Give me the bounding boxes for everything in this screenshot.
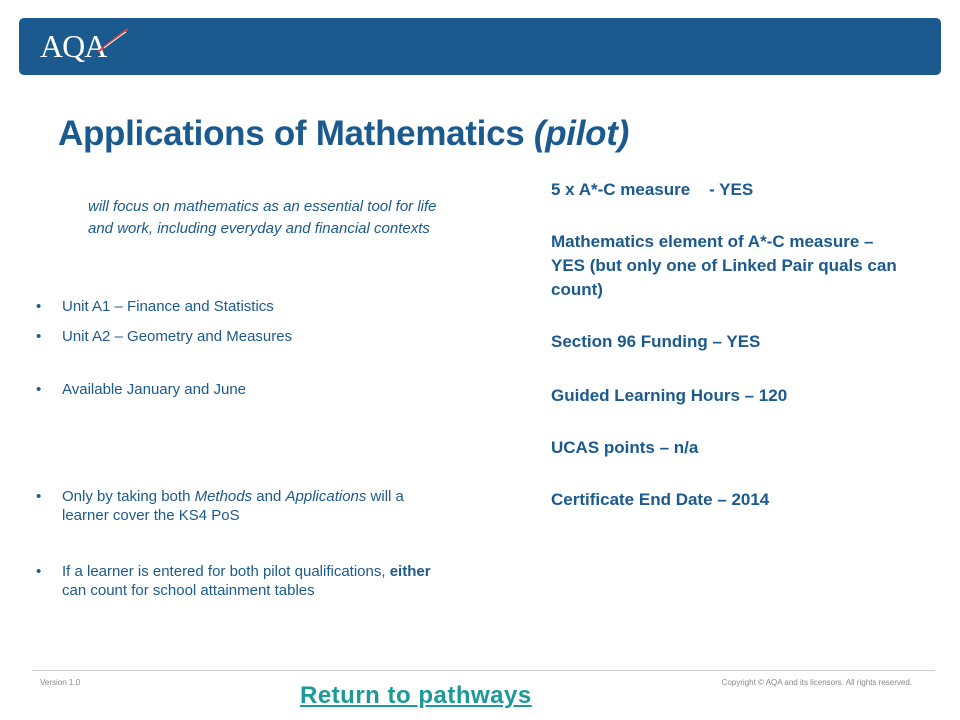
bullet-unit-a1 [36,297,432,316]
bullet-availability [36,380,432,399]
bullet-applications: Applications [285,488,367,505]
fact-section-96: Section 96 Funding – YES [551,332,761,351]
fact-ucas: UCAS points – n/a [551,438,699,457]
bullet-text-pre: Only by taking both [62,488,195,505]
fact-glh: Guided Learning Hours – 120 [551,386,788,405]
bullet-text-pre: If a learner is entered for both pilot qualifications, [62,563,390,580]
bullet-text: Unit A1 – Finance and Statistics [62,298,274,315]
bullet-text-post: can count for school attainment tables [62,582,315,599]
bullet-either: either [389,563,431,580]
bullet-text-and: and [252,488,286,505]
bullet-attainment [36,562,432,600]
title-main: Applications of Mathematics [58,114,525,153]
bullet-text: Unit A2 – Geometry and Measures [62,328,293,345]
aqa-logo: AQA [40,28,107,64]
bullet-dot-icon: • [36,381,42,398]
return-to-pathways-link[interactable]: Return to pathways [300,682,532,709]
copyright-text: Copyright © AQA and its licensors. All rights reserved. [721,678,912,687]
bullet-dot-icon: • [36,298,42,315]
fact-end-date: Certificate End Date – 2014 [551,490,770,509]
page-title [58,114,629,154]
fact-maths-element: Mathematics element of A*-C measure – YES (but only one of Linked Pair quals can count) [551,232,897,299]
logo-swoosh-icon [96,26,130,56]
bullet-methods: Methods [194,488,253,505]
header-bar [19,18,941,75]
bullet-ks4-pos [36,487,432,525]
version-label: Version 1.0 [40,678,81,687]
fact-5-a-c: 5 x A*-C measure - YES [551,180,754,199]
bullet-dot-icon: • [36,563,42,580]
intro-text: will focus on mathematics as an essential tool for life and work, including everyday and financial contexts [88,198,437,237]
footer-divider [32,670,935,671]
bullet-dot-icon: • [36,488,42,505]
bullet-unit-a2 [36,327,432,346]
title-pilot: (pilot) [533,114,629,153]
bullet-dot-icon: • [36,328,42,345]
bullet-text-post: will a learner cover the KS4 PoS [62,488,404,524]
bullet-text: Available January and June [62,381,247,398]
